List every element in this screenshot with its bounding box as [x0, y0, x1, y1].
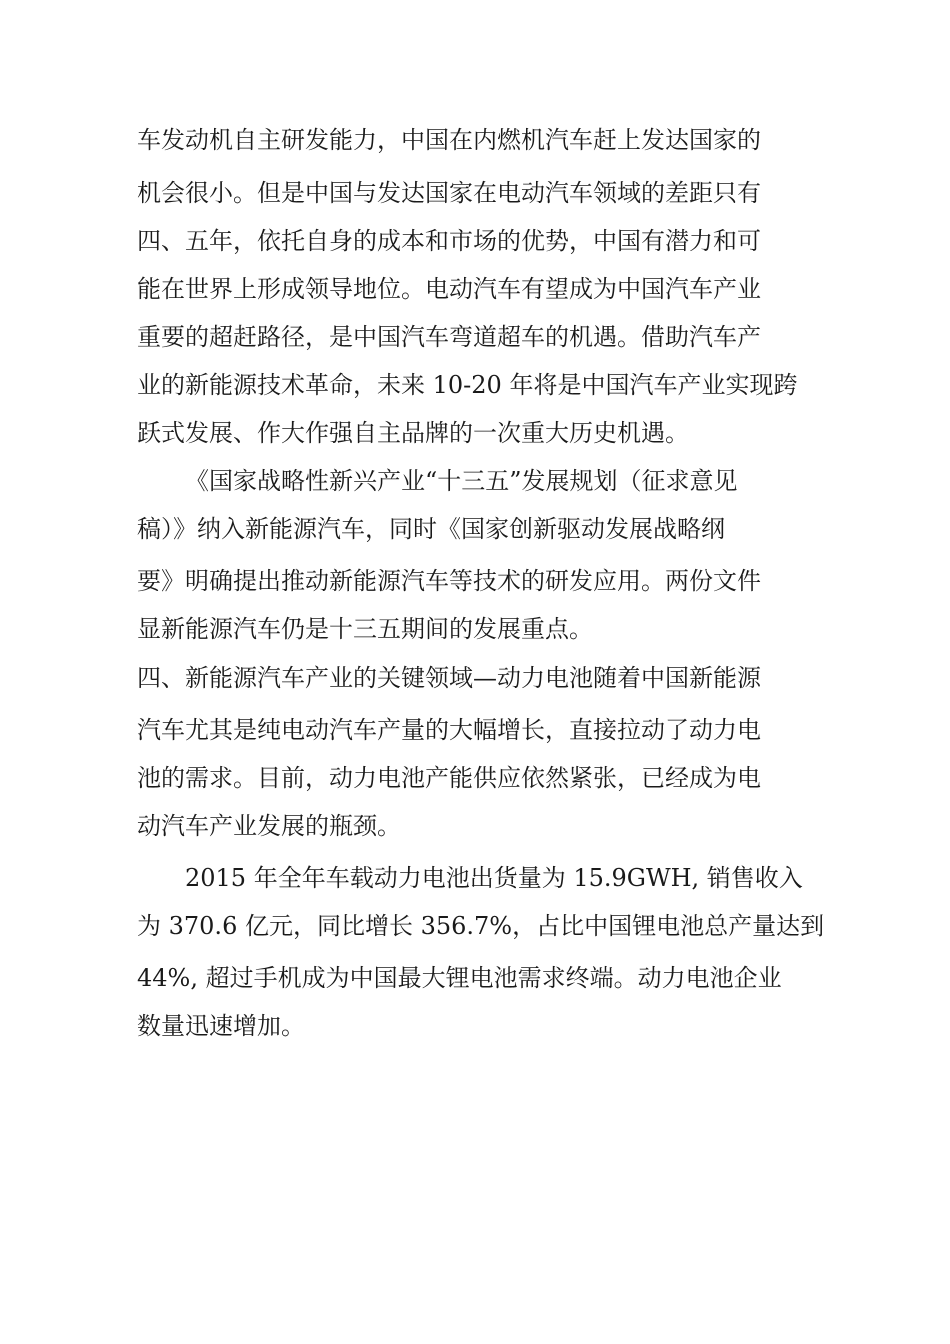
- paragraph-1-line-1: 车发动机自主研发能力，中国在内燃机汽车赶上发达国家的: [137, 126, 761, 154]
- paragraph-1-line-7: 跃式发展、作大作强自主品牌的一次重大历史机遇。: [137, 419, 689, 447]
- paragraph-2-line-1: 《国家战略性新兴产业“十三五”发展规划（征求意见: [185, 467, 738, 495]
- paragraph-4-line-4: 数量迅速增加。: [137, 1012, 305, 1040]
- paragraph-1-line-6: 业的新能源技术革命，未来 10-20 年将是中国汽车产业实现跨: [137, 371, 798, 399]
- section-heading-line-3: 池的需求。目前，动力电池产能供应依然紧张，已经成为电: [137, 764, 761, 792]
- paragraph-1-line-5: 重要的超赶路径，是中国汽车弯道超车的机遇。借助汽车产: [137, 323, 761, 351]
- paragraph-2-line-4: 显新能源汽车仍是十三五期间的发展重点。: [137, 615, 593, 643]
- paragraph-4-line-1: 2015 年全年车载动力电池出货量为 15.9GWH, 销售收入: [185, 864, 803, 892]
- paragraph-2-line-2: 稿）》纳入新能源汽车，同时《国家创新驱动发展战略纲: [137, 515, 725, 543]
- section-heading-line-1: 四、新能源汽车产业的关键领域—动力电池随着中国新能源: [137, 664, 761, 692]
- paragraph-1-line-2: 机会很小。但是中国与发达国家在电动汽车领域的差距只有: [137, 179, 761, 207]
- section-heading-line-2: 汽车尤其是纯电动汽车产量的大幅增长，直接拉动了动力电: [137, 716, 761, 744]
- section-heading-line-4: 动汽车产业发展的瓶颈。: [137, 812, 401, 840]
- paragraph-4-line-2: 为 370.6 亿元，同比增长 356.7%，占比中国锂电池总产量达到: [137, 912, 825, 940]
- paragraph-1-line-3: 四、五年，依托自身的成本和市场的优势，中国有潜力和可: [137, 227, 761, 255]
- paragraph-4-line-3: 44%, 超过手机成为中国最大锂电池需求终端。动力电池企业: [137, 964, 782, 992]
- paragraph-2-line-3: 要》明确提出推动新能源汽车等技术的研发应用。两份文件: [137, 567, 761, 595]
- paragraph-1-line-4: 能在世界上形成领导地位。电动汽车有望成为中国汽车产业: [137, 275, 761, 303]
